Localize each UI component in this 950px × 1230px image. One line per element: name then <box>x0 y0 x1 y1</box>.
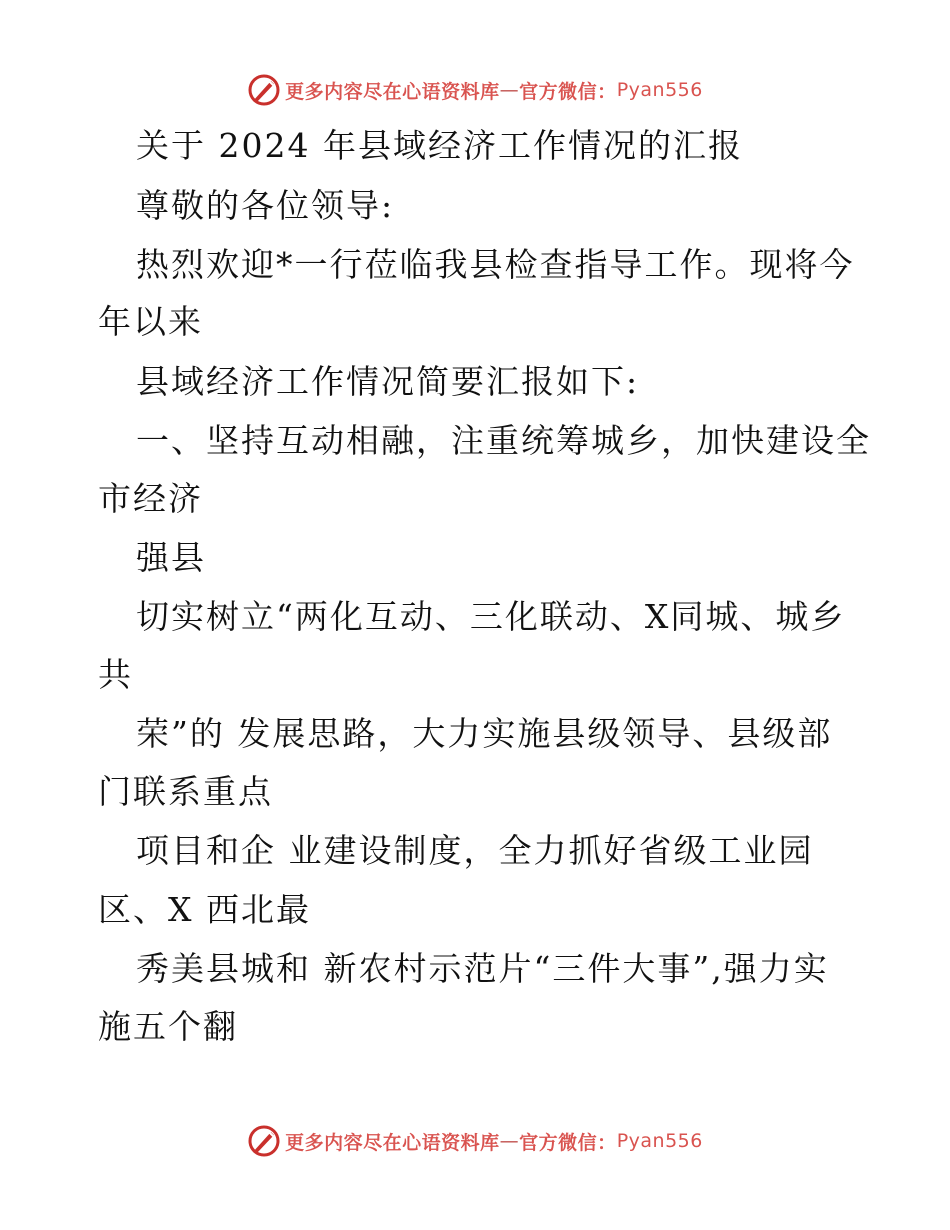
paragraph-line: 施五个翻 <box>98 1007 238 1046</box>
watermark-separator: — <box>499 79 520 101</box>
footer-watermark <box>0 1121 950 1161</box>
paragraph-line: 年以来 <box>98 302 203 341</box>
header-watermark <box>0 70 950 110</box>
paragraph-line: 区、X 西北最 <box>98 890 311 929</box>
watermark-separator: — <box>499 1130 520 1152</box>
paragraph-line: 共 <box>98 655 133 694</box>
section-heading-line: 强县 <box>136 538 206 577</box>
watermark-site-text: 更多内容尽在心语资料库 <box>285 1131 500 1154</box>
watermark-official-label: 官方微信： <box>519 1131 617 1154</box>
watermark-official-label: 官方微信： <box>519 80 617 103</box>
paragraph-line: 热烈欢迎*一行莅临我县检查指导工作。现将今 <box>136 245 855 284</box>
watermark-account: Pyan556 <box>616 79 703 101</box>
paragraph-line: 秀美县城和 新农村示范片“三件大事”,强力实 <box>136 949 829 988</box>
quill-logo-icon <box>247 73 281 107</box>
quill-logo-icon <box>247 1124 281 1158</box>
watermark-site-text: 更多内容尽在心语资料库 <box>285 80 500 103</box>
section-heading-line: 市经济 <box>98 479 203 518</box>
watermark-account: Pyan556 <box>616 1130 703 1152</box>
document-title: 关于 2024 年县域经济工作情况的汇报 <box>136 126 743 165</box>
salutation: 尊敬的各位领导: <box>136 186 395 225</box>
paragraph-line: 项目和企 业建设制度，全力抓好省级工业园 <box>136 831 814 870</box>
section-heading-line: 一、坚持互动相融，注重统筹城乡，加快建设全 <box>136 421 871 460</box>
paragraph-line: 荣”的 发展思路，大力实施县级领导、县级部 <box>136 714 833 753</box>
paragraph-line: 县域经济工作情况简要汇报如下: <box>136 362 640 401</box>
paragraph-line: 门联系重点 <box>98 772 273 811</box>
paragraph-line: 切实树立“两化互动、三化联动、X同城、城乡 <box>136 597 846 636</box>
